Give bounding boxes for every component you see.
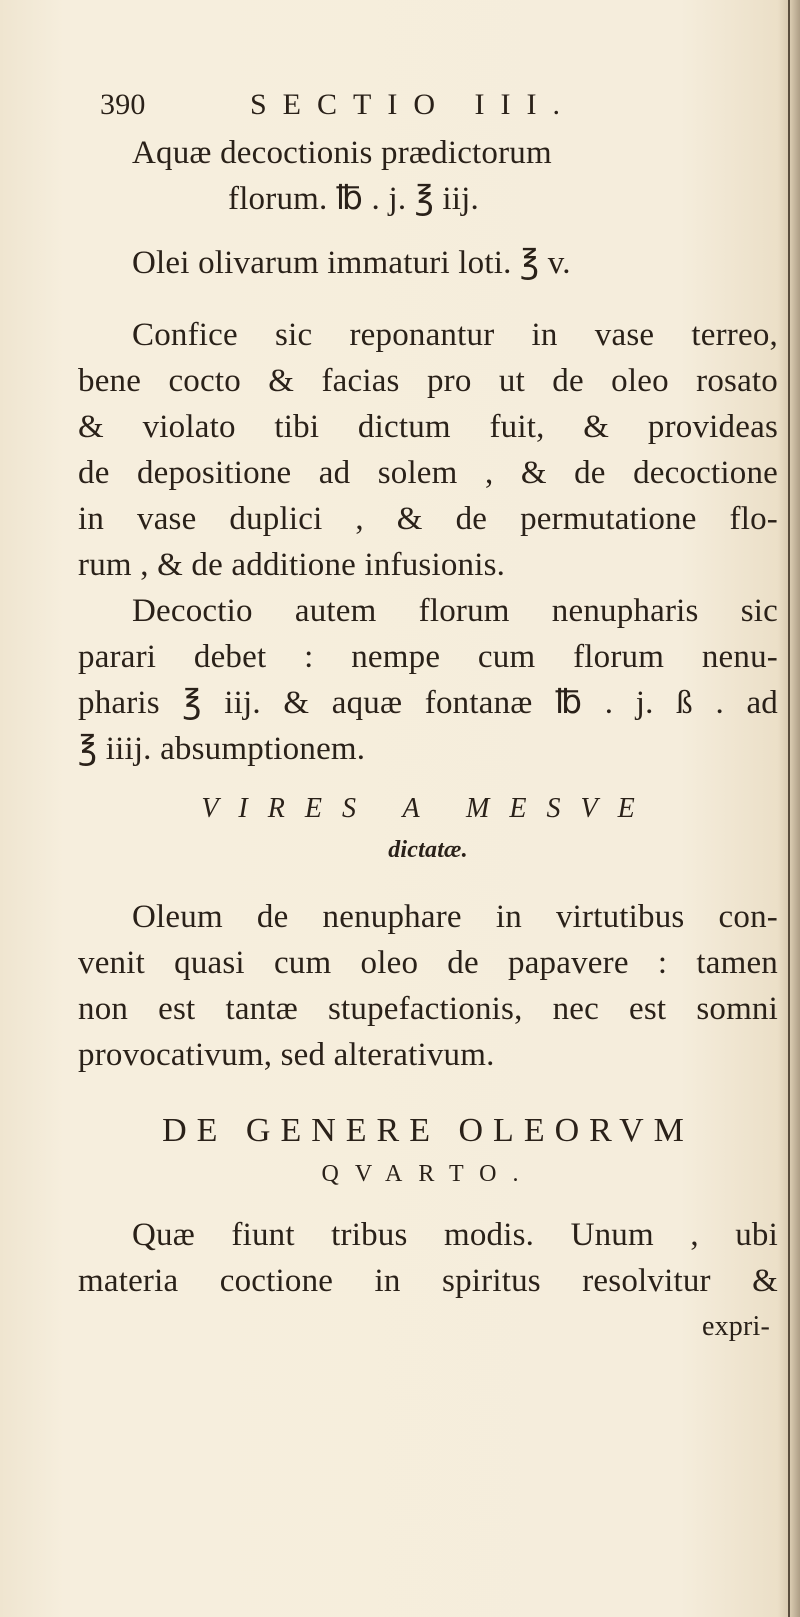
text-line: non est tantæ stupefactionis, nec est somni (78, 991, 778, 1027)
paragraph-4 (78, 1212, 778, 1304)
paragraph-2 (78, 588, 778, 772)
catchword: expri- (701, 1311, 770, 1342)
text-line: ℥ iiij. absumptionem. (78, 731, 366, 767)
text-line: Quæ fiunt tribus modis. Unum , ubi (132, 1217, 778, 1253)
text-line: venit quasi cum oleo de papavere : tamen (78, 945, 778, 981)
section-subheading: QVARTO. (321, 1161, 535, 1187)
text-line: & violato tibi dictum fuit, & provideas (78, 409, 778, 445)
text-line: provocativum, sed alterativum. (78, 1037, 495, 1073)
text-line: parari debet : nempe cum florum nenu- (78, 639, 778, 675)
subheading-title: VIRES A MESVE (201, 793, 655, 824)
recipe-line-3: Olei olivarum immaturi loti. ℥ v. (132, 245, 571, 281)
text-line: de depositione ad solem , & de decoctione (78, 455, 778, 491)
paragraph-1 (78, 312, 778, 588)
paragraph-3 (78, 894, 778, 1078)
page-text (78, 82, 778, 1350)
page-edge-line (788, 0, 790, 1617)
text-line: bene cocto & facias pro ut de oleo rosato (78, 363, 778, 399)
text-line: Oleum de nenuphare in virtutibus con- (132, 899, 778, 935)
page-number: 390 (100, 88, 146, 121)
section-title: SECTIO III. (250, 88, 576, 121)
subheading-subtitle: dictatæ. (388, 837, 468, 863)
text-line: materia coctione in spiritus resolvitur & (78, 1263, 778, 1299)
text-line: pharis ℥ iij. & aquæ fontanæ ℔ . j. ß . ad (78, 685, 778, 721)
recipe-line-2: florum. ℔ . j. ℥ iij. (228, 181, 479, 217)
text-line: in vase duplici , & de permutatione flo- (78, 501, 778, 537)
running-header (78, 82, 778, 130)
text-line: Decoctio autem florum nenupharis sic (132, 593, 778, 629)
section-heading: DE GENERE OLEORVM (162, 1112, 694, 1149)
text-line: Confice sic reponantur in vase terreo, (132, 317, 778, 353)
recipe-line-1: Aquæ decoctionis prædictorum (132, 135, 552, 171)
text-line: rum , & de additione infusionis. (78, 547, 506, 583)
